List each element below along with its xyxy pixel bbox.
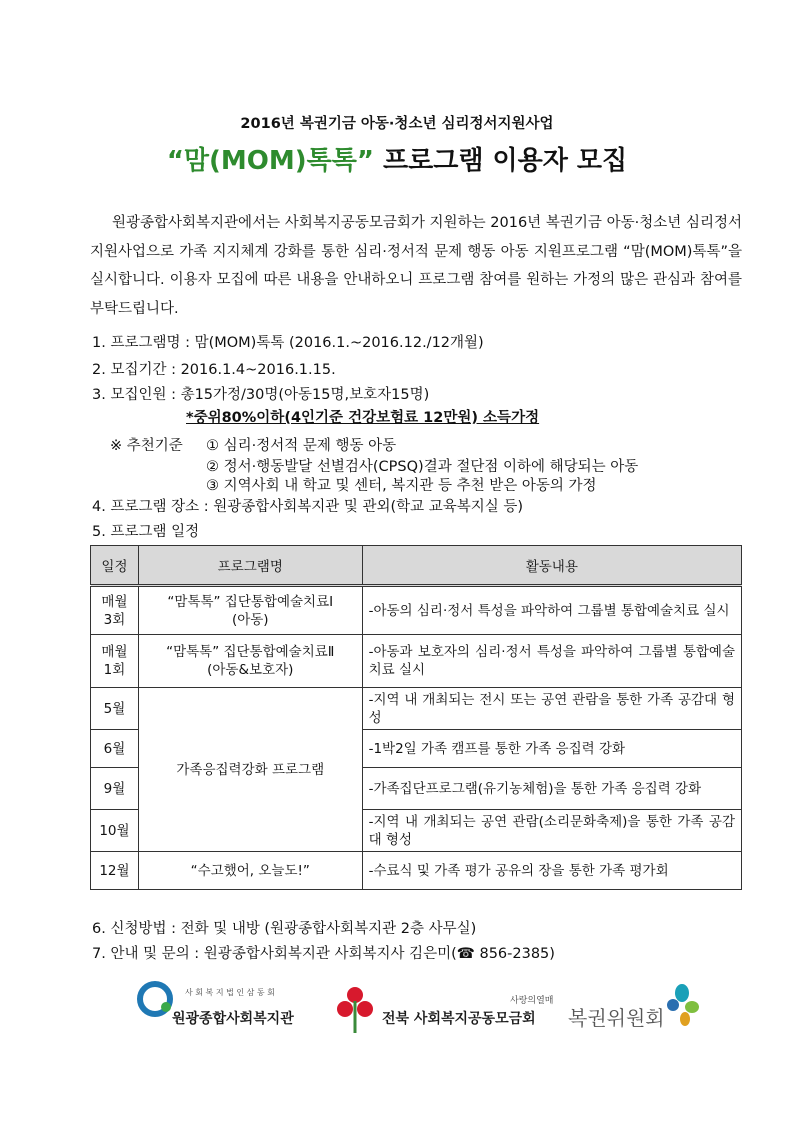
schedule-cell: 6월 bbox=[91, 730, 139, 768]
item-apply-method: 6. 신청방법 : 전화 및 내방 (원광종합사회복지관 2층 사무실) bbox=[92, 921, 477, 937]
page-title bbox=[0, 140, 794, 177]
fruit-icon bbox=[337, 1001, 353, 1017]
title-program-name: “맘(MOM)톡톡” bbox=[166, 146, 374, 176]
fruit-small-text: 사랑의열매 bbox=[510, 996, 554, 1006]
table-row bbox=[91, 688, 742, 730]
schedule-cell: 12월 bbox=[91, 852, 139, 890]
item-location: 4. 프로그램 장소 : 원광종합사회복지관 및 관외(학교 교육복지실 등) bbox=[92, 499, 524, 515]
wonkwang-foundation-text: 사 회 복 지 법 인 삼 동 회 bbox=[185, 988, 275, 997]
column-header: 일정 bbox=[91, 546, 139, 586]
lottery-petal-icon bbox=[685, 1001, 699, 1013]
item-contact: 7. 안내 및 문의 : 원광종합사회복지관 사회복지사 김은미(☎ 856-2385) bbox=[92, 946, 555, 962]
lottery-petal-icon bbox=[675, 984, 689, 1002]
column-header: 프로그램명 bbox=[138, 546, 362, 586]
item-schedule-heading: 5. 프로그램 일정 bbox=[92, 524, 200, 540]
lottery-petal-icon bbox=[680, 1012, 690, 1026]
activity-cell: -1박2일 가족 캠프를 통한 가족 응집력 강화 bbox=[362, 730, 741, 768]
recommend-item: ① 심리·정서적 문제 행동 아동 bbox=[206, 438, 397, 454]
schedule-cell: 매월 1회 bbox=[91, 635, 139, 688]
activity-cell: -아동과 보호자의 심리·정서 특성을 파악하여 그룹별 통합예술치료 실시 bbox=[362, 635, 741, 688]
table-header-row bbox=[91, 546, 742, 586]
wonkwang-name-text: 원광종합사회복지관 bbox=[172, 1011, 294, 1027]
activity-cell: -아동의 심리·정서 특성을 파악하여 그룹별 통합예술치료 실시 bbox=[362, 586, 741, 635]
activity-cell: -지역 내 개최되는 전시 또는 공연 관람을 통한 가족 공감대 형성 bbox=[362, 688, 741, 730]
recommend-item: ② 정서·행동발달 선별검사(CPSQ)결과 절단점 이하에 해당되는 아동 bbox=[206, 459, 639, 475]
program-cell: “맘톡톡” 집단통합예술치료Ⅰ (아동) bbox=[138, 586, 362, 635]
lottery-commission-logo bbox=[568, 984, 699, 1030]
schedule-cell: 5월 bbox=[91, 688, 139, 730]
wonkwang-green-dot bbox=[161, 1002, 171, 1012]
recommend-label: ※ 추천기준 bbox=[110, 438, 183, 454]
activity-cell: -지역 내 개최되는 공연 관람(소리문화축제)을 통한 가족 공감대 형성 bbox=[362, 810, 741, 852]
item-recruit-period: 2. 모집기간 : 2016.1.4~2016.1.15. bbox=[92, 362, 336, 378]
table-row bbox=[91, 586, 742, 635]
fruit-icon bbox=[347, 987, 363, 1003]
logo-strip bbox=[0, 975, 794, 1045]
intro-paragraph bbox=[90, 209, 742, 323]
supertitle: 2016년 복권기금 아동·청소년 심리정서지원사업 bbox=[240, 116, 554, 132]
community-chest-logo bbox=[337, 987, 553, 1033]
program-cell: “수고했어, 오늘도!” bbox=[138, 852, 362, 890]
schedule-cell: 10월 bbox=[91, 810, 139, 852]
schedule-table bbox=[90, 545, 742, 890]
title-rest: 프로그램 이용자 모집 bbox=[373, 146, 628, 176]
wonkwang-welfare-logo bbox=[140, 984, 294, 1027]
lottery-petal-icon bbox=[667, 999, 679, 1011]
schedule-cell: 매월 3회 bbox=[91, 586, 139, 635]
recommend-item: ③ 지역사회 내 학교 및 센터, 복지관 등 추천 받은 아동의 가정 bbox=[206, 478, 597, 494]
program-cell: 가족응집력강화 프로그램 bbox=[138, 688, 362, 852]
activity-cell: -수료식 및 가족 평가 공유의 장을 통한 가족 평가회 bbox=[362, 852, 741, 890]
intro-text: 원광종합사회복지관에서는 사회복지공동모금회가 지원하는 2016년 복권기금 아동·청소년 심리정서지원사업으로 가족 지지체계 강화를 통한 심리·정서적 문제 행동 아동 지원프로그램 “맘(MOM)톡톡”을 실시합니다. 이용자 모집에 따른 내용을 안내하오니 프로그램 참여를 원하는 가정의 많은 관심과 참여를 부탁드립니다. bbox=[90, 215, 742, 317]
schedule-cell: 9월 bbox=[91, 768, 139, 810]
lottery-name-text: 복권위원회 bbox=[568, 1006, 665, 1030]
table-row bbox=[91, 635, 742, 688]
table-row bbox=[91, 852, 742, 890]
community-chest-name-text: 전북 사회복지공동모금회 bbox=[382, 1011, 536, 1027]
column-header: 활동내용 bbox=[362, 546, 741, 586]
item-recruit-count: 3. 모집인원 : 총15가정/30명(아동15명,보호자15명) bbox=[92, 387, 430, 403]
program-cell: “맘톡톡” 집단통합예술치료Ⅱ (아동&보호자) bbox=[138, 635, 362, 688]
income-note: *중위80%이하(4인기준 건강보험료 12만원) 소득가정 bbox=[186, 410, 540, 426]
fruit-icon bbox=[357, 1001, 373, 1017]
item-program-name: 1. 프로그램명 : 맘(MOM)톡톡 (2016.1.~2016.12./12개월) bbox=[92, 335, 484, 351]
activity-cell: -가족집단프로그램(유기농체험)을 통한 가족 응집력 강화 bbox=[362, 768, 741, 810]
